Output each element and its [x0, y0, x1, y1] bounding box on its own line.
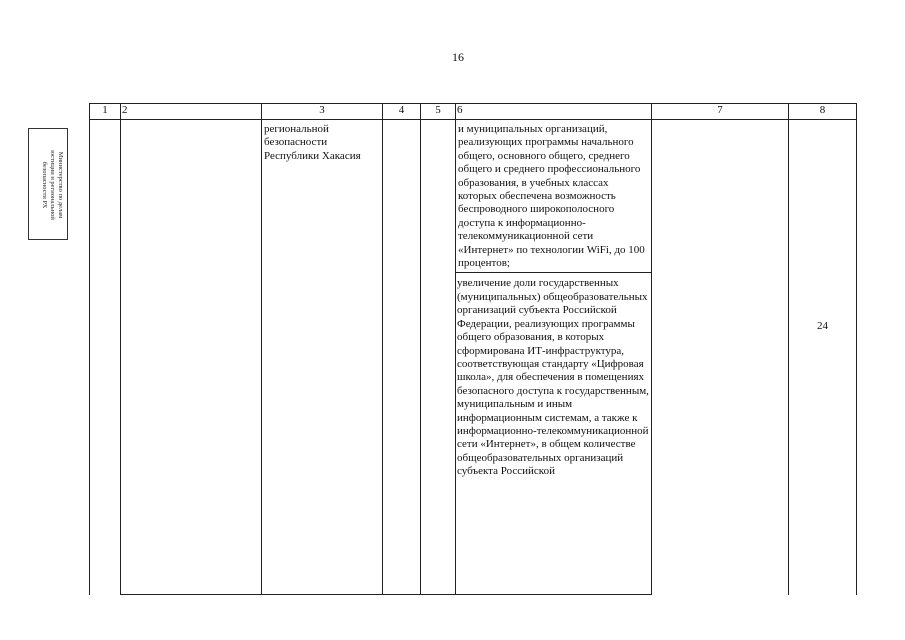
cell-col2 [121, 120, 262, 595]
table-row [90, 120, 857, 595]
table-header-row [90, 104, 857, 120]
cell-col4 [383, 120, 421, 595]
cell-col3-text: региональной безопасности Республики Хакасия [264, 123, 361, 162]
header-cell-5: 5 [421, 104, 456, 120]
header-cell-8: 8 [789, 104, 857, 120]
stamp-line: Министерство по делам [57, 151, 64, 219]
page-number: 16 [452, 50, 464, 64]
cell-col8-value: 24 [817, 320, 828, 332]
data-table [89, 103, 857, 595]
stamp-text [40, 132, 64, 238]
header-cell-3: 3 [262, 104, 383, 120]
cell-col1 [90, 120, 121, 595]
cell-col5 [421, 120, 456, 595]
header-cell-4: 4 [383, 104, 421, 120]
cell-col3 [262, 120, 383, 595]
stamp-line: юстиции и региональной [48, 150, 56, 220]
header-cell-1: 1 [90, 104, 121, 120]
cell-col7 [652, 120, 789, 595]
cell-col6-block2: увеличение доли государственных (муниципальных) общеобразовательных организаций субъекта Российской Федерации, реализующих программы общего образования, в которых сформирована ИТ-инфраструктура, соответствующая стандарту «Цифровая школа», для обеспечения в помещениях безопасного доступа к государственным, муниципальным и иным информационным системам, а также к информационно-телекоммуникационной сети «Интернет», в общем количестве общеобразовательных организаций субъекта Российской [456, 272, 651, 478]
cell-col6 [456, 120, 652, 595]
registration-stamp [28, 128, 68, 240]
header-cell-2: 2 [121, 104, 262, 120]
header-cell-6: 6 [456, 104, 652, 120]
cell-col8 [789, 120, 857, 595]
cell-col6-block1: и муниципальных организаций, реализующих программы начального общего, основного общего, среднего общего и среднего профессионального образования, в учебных классах которых обеспечена возможность беспроводного широкополосного доступа к информационно-телекоммуникационной сети «Интернет» по технологии WiFi, до 100 процентов; [458, 123, 645, 270]
stamp-line: безопасности РХ [40, 161, 48, 209]
header-cell-7: 7 [652, 104, 789, 120]
